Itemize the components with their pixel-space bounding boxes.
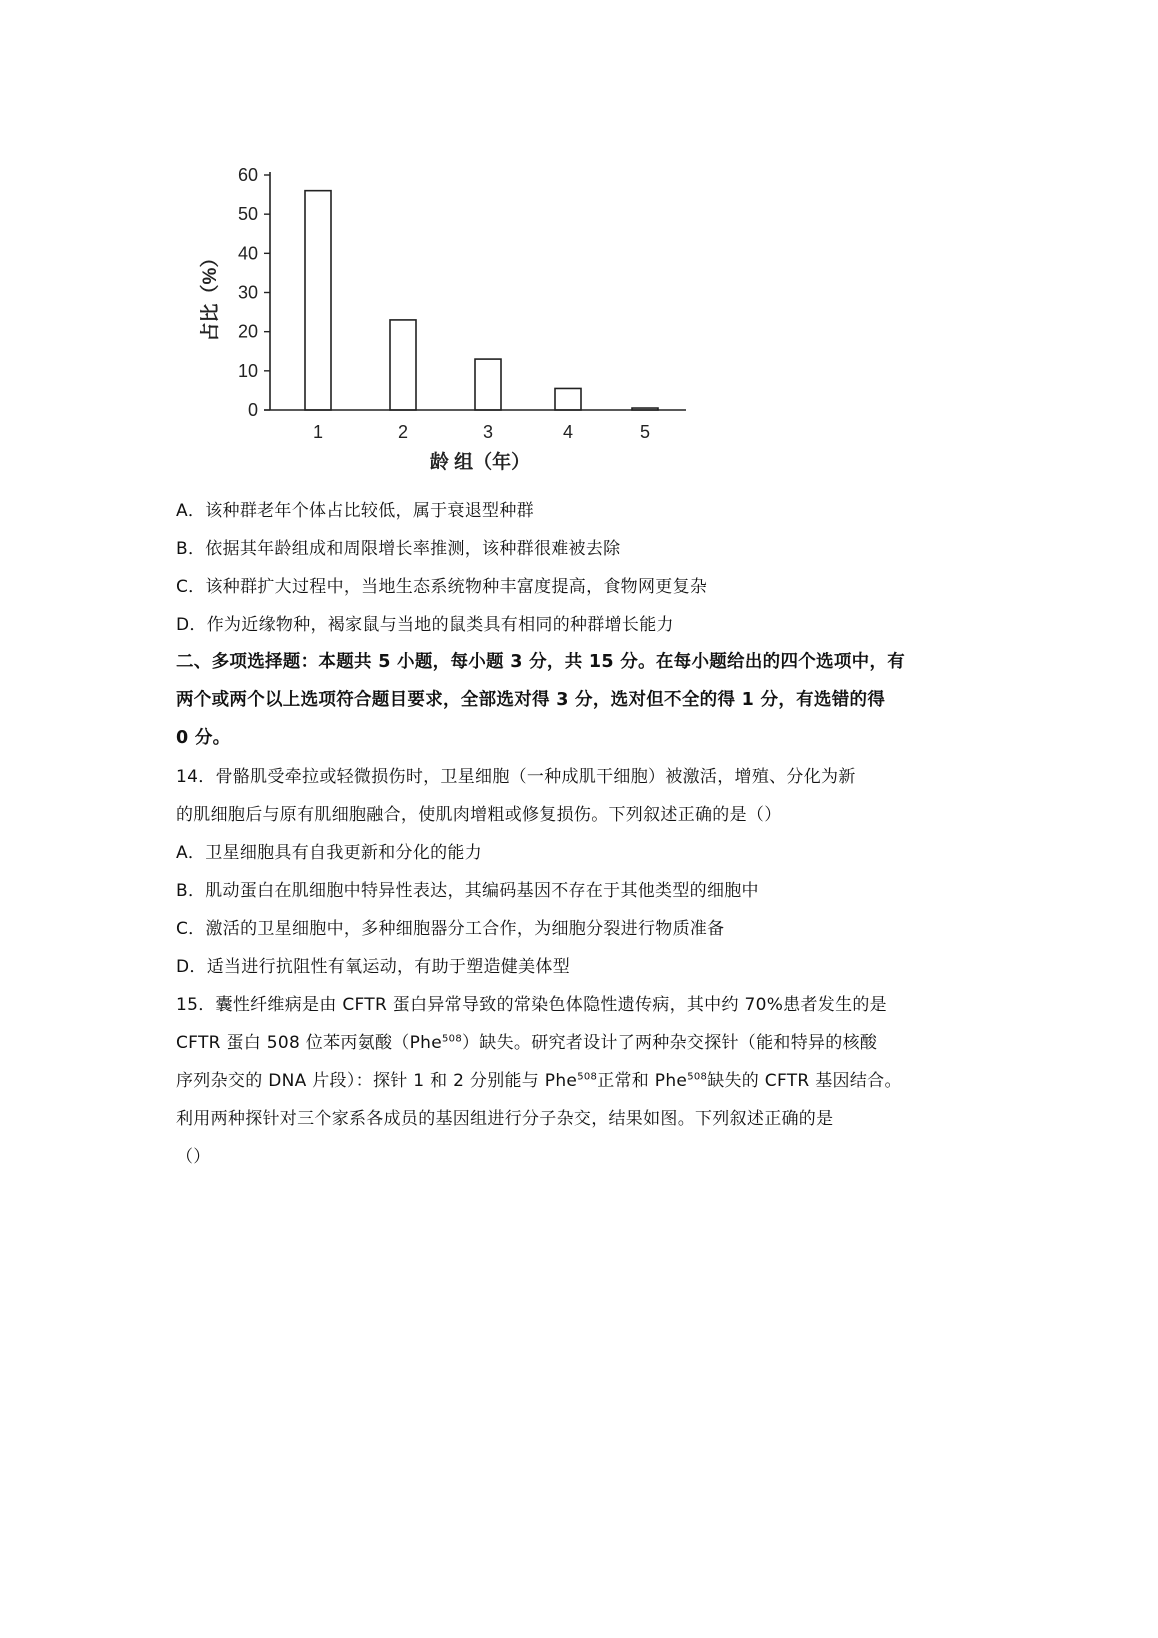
q13-option-c: C．该种群扩大过程中，当地生态系统物种丰富度提高，食物网更复杂: [176, 577, 708, 597]
y-axis-ticks: [238, 165, 270, 420]
x-axis-ticks: [313, 422, 650, 442]
section2-heading-line2: 两个或两个以上选项符合题目要求，全部选对得 3 分，选对但不全的得 1 分，有选错的得: [176, 690, 886, 710]
q14-stem-line2: 的肌细胞后与原有肌细胞融合，使肌肉增粗或修复损伤。下列叙述正确的是（）: [176, 805, 782, 825]
x-tick-label: 5: [639, 422, 651, 442]
bars: [305, 191, 658, 410]
y-axis-label: 占比（%）: [200, 248, 221, 342]
bar-age-group-1: [305, 191, 331, 410]
x-tick-label: 1: [312, 422, 324, 442]
x-axis-label: 龄 组（年）: [429, 452, 531, 473]
y-tick-label: 50: [237, 204, 258, 225]
q13-option-a: A．该种群老年个体占比较低，属于衰退型种群: [176, 501, 534, 521]
x-tick-label: 3: [482, 422, 494, 442]
q14-stem-line1: 14．骨骼肌受牵拉或轻微损伤时，卫星细胞（一种成肌干细胞）被激活，增殖、分化为新: [176, 767, 856, 787]
q13-option-b: B．依据其年龄组成和周限增长率推测，该种群很难被去除: [176, 539, 621, 559]
section2-heading-line3: 0 分。: [176, 728, 231, 748]
q15-stem-line4: 利用两种探针对三个家系各成员的基因组进行分子杂交，结果如图。下列叙述正确的是: [176, 1109, 834, 1129]
q14-option-d: D．适当进行抗阻性有氧运动，有助于塑造健美体型: [176, 957, 570, 977]
q14-option-a: A．卫星细胞具有自我更新和分化的能力: [176, 843, 483, 863]
q14-option-b: B．肌动蛋白在肌细胞中特异性表达，其编码基因不存在于其他类型的细胞中: [176, 881, 759, 901]
q15-stem-line5: （）: [176, 1147, 211, 1167]
x-tick-label: 2: [397, 422, 409, 442]
bar-age-group-2: [390, 320, 416, 410]
q14-option-c: C．激活的卫星细胞中，多种细胞器分工合作，为细胞分裂进行物质准备: [176, 919, 725, 939]
y-tick-label: 30: [237, 282, 258, 303]
q15-stem-line2: CFTR 蛋白 508 位苯丙氨酸（Phe$^{508}$）缺失。研究者设计了两种杂交探针（能和特异的核酸: [176, 1033, 878, 1053]
bar-age-group-3: [475, 359, 501, 410]
y-tick-label: 40: [237, 243, 258, 264]
y-tick-label: 0: [247, 400, 258, 420]
q15-stem-line3: 序列杂交的 DNA 片段）：探针 1 和 2 分别能与 Phe$^{508}$正常和 Phe$^{508}$缺失的 CFTR 基因结合。: [176, 1071, 902, 1091]
bar-age-group-4: [555, 388, 581, 410]
y-tick-label: 20: [237, 321, 258, 342]
y-tick-label: 60: [237, 165, 258, 185]
section2-heading-line1: 二、多项选择题：本题共 5 小题，每小题 3 分，共 15 分。在每小题给出的四个选项中，有: [176, 652, 906, 672]
y-tick-label: 10: [237, 360, 258, 381]
q15-stem-line1: 15．囊性纤维病是由 CFTR 蛋白异常导致的常染色体隐性遗传病，其中约 70%患者发生的是: [176, 995, 887, 1015]
q13-option-d: D．作为近缘物种，褐家鼠与当地的鼠类具有相同的种群增长能力: [176, 615, 674, 635]
age-group-bar-chart: [190, 160, 730, 500]
x-tick-label: 4: [562, 422, 574, 442]
